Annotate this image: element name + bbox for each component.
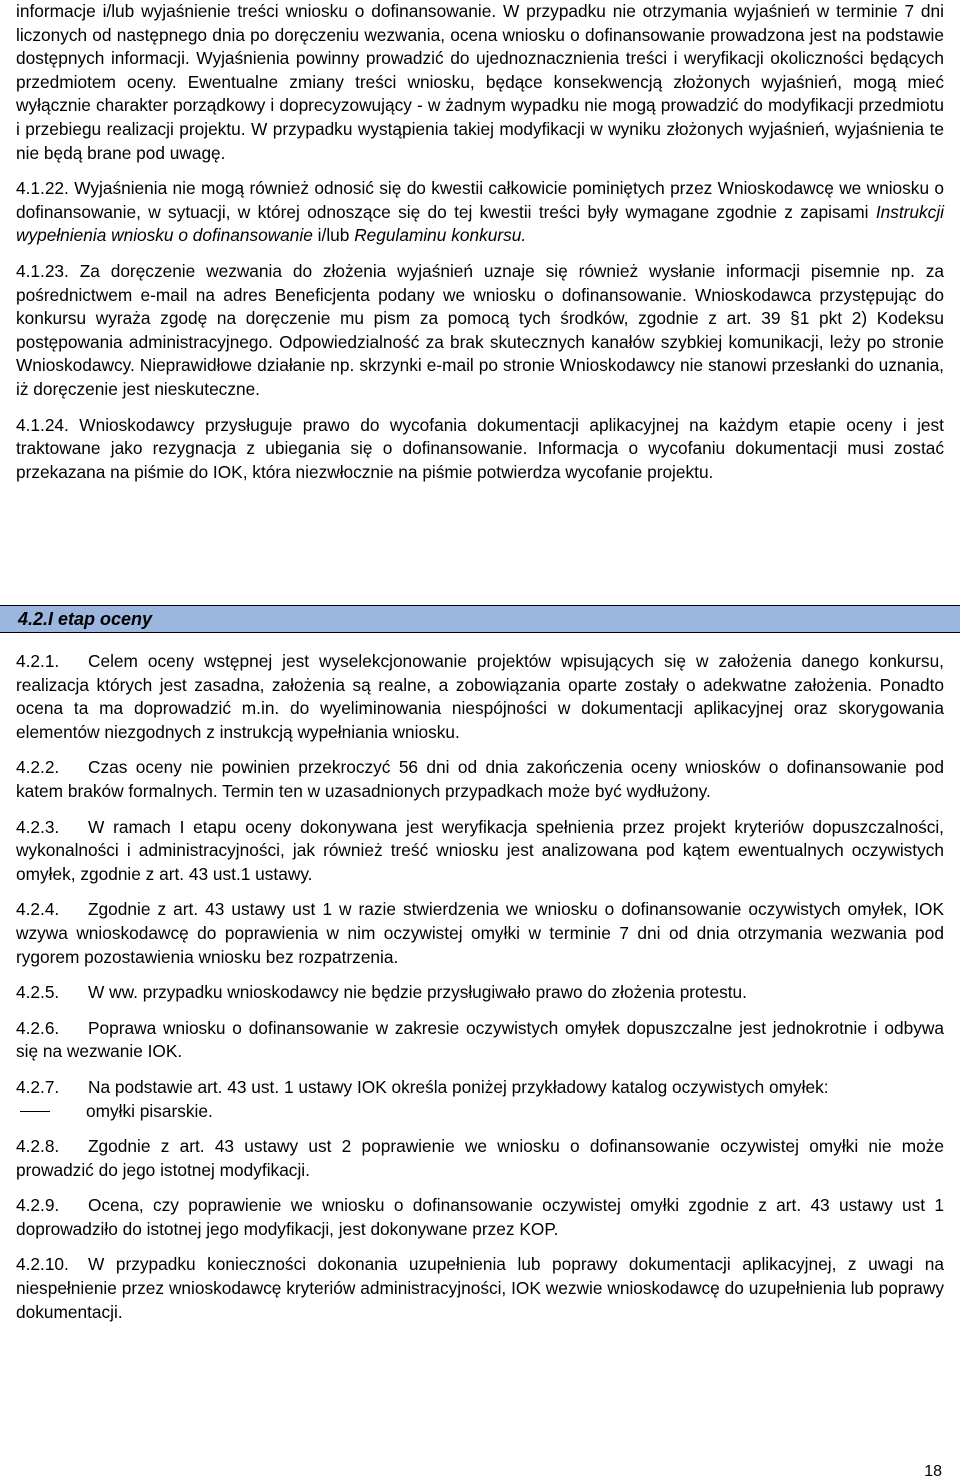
- item-text: Zgodnie z art. 43 ustawy ust 1 w razie stwierdzenia we wniosku o dofinansowanie oczywistych omyłek, IOK wzywa wnioskodawcę do poprawienia w nim oczywistej omyłki w terminie 7 dni od dnia otrzymania wezwania pod rygorem pozostawienia wniosku bez rozpatrzenia.: [16, 899, 944, 967]
- list-item-text: omyłki pisarskie.: [86, 1100, 213, 1121]
- item-text: Zgodnie z art. 43 ustawy ust 2 poprawienie we wniosku o dofinansowanie oczywistej omyłki nie może prowadzić do jego istotnej modyfikacji.: [16, 1136, 944, 1180]
- item-number: 4.2.5.: [16, 982, 60, 1003]
- item-number: 4.2.10.: [16, 1254, 69, 1275]
- paragraph-text: Za doręczenie wezwania do złożenia wyjaśnień uznaje się również wysłanie informacji pisemnie np. za pośrednictwem e-mail na adres Beneficjenta podany we wniosku o dofinansowanie. Wnioskodawca przystępując do konkursu wyraża zgodę na doręczenie mu pism za pomocą tych środków, zgodnie z art. 39 §1 pkt 2) Kodeksu postępowania administracyjnego. Odpowiedzialność za brak skutecznych kanałów szybkiej komunikacji, leży po stronie Wnioskodawcy. Nieprawidłowe działanie np. skrzynki e-mail po stronie Wnioskodawcy nie stanowi przesłanki do uznania, iż doręczenie jest nieskuteczne.: [16, 260, 944, 399]
- item-text: W ramach I etapu oceny dokonywana jest weryfikacja spełnienia przez projekt kryteriów dopuszczalności, wykonalności i administracyjności, jak również treść wniosku jest analizowana pod kątem ewentualnych oczywistych omyłek, zgodnie z art. 43 ust.1 ustawy.: [16, 816, 944, 884]
- item-number: 4.2.6.: [16, 1017, 60, 1038]
- section-title: I etap oceny: [48, 609, 153, 629]
- item-number: 4.2.7.: [16, 1076, 60, 1097]
- section-heading: [18, 605, 152, 633]
- item-text: Ocena, czy poprawienie we wniosku o dofinansowanie oczywistej omyłki zgodnie z art. 43 ustawy ust 1 doprowadziło do istotnej jego modyfikacji, jest dokonywane przez KOP.: [16, 1195, 944, 1239]
- paragraph-text: Wyjaśnienia nie mogą również odnosić się do kwestii całkowicie pominiętych przez Wnioskodawcę we wniosku o dofinansowanie, w sytuacji, w której odnoszące się do tej kwestii treści były wymagane zgodnie z zapisami: [16, 178, 945, 222]
- item-number: 4.2.8.: [16, 1136, 60, 1157]
- item-text: Celem oceny wstępnej jest wyselekcjonowanie projektów wpisujących się w założenia danego konkursu, realizacja których jest zasadna, założenia są realne, a zobowiązania oparte zostały o adekwatne założenia. Ponadto ocena ta ma doprowadzić m.in. do wyeliminowania niespójności w dokumentacji aplikacyjnej oraz skorygowania elementów niezgodnych z instrukcją wypełniania wniosku.: [16, 651, 944, 742]
- list-item: [16, 1100, 944, 1124]
- item-4-2-3: [16, 816, 944, 887]
- paragraph-text: Wnioskodawcy przysługuje prawo do wycofania dokumentacji aplikacyjnej na każdym etapie oceny i jest traktowane jako rezygnacja z ubiegania się o dofinansowanie. Informacja o wycofaniu dokumentacji musi zostać przekazana na piśmie do IOK, która niezwłocznie na piśmie potwierdza wycofanie projektu.: [16, 414, 944, 482]
- item-4-2-2: [16, 756, 944, 803]
- item-text: Poprawa wniosku o dofinansowanie w zakresie oczywistych omyłek dopuszczalne jest jednokrotnie i odbywa się na wezwanie IOK.: [16, 1017, 944, 1062]
- page-number: 18: [924, 1463, 942, 1480]
- item-4-2-10: [16, 1253, 944, 1324]
- item-text: Czas oceny nie powinien przekroczyć 56 dni od dnia zakończenia oceny wniosków o dofinansowanie pod katem braków formalnych. Termin ten w uzasadnionych przypadkach może być wydłużony.: [16, 757, 944, 801]
- paragraph-number: 4.1.24.: [16, 414, 69, 435]
- paragraph-number: 4.1.22.: [16, 178, 69, 199]
- item-text: W ww. przypadku wnioskodawcy nie będzie przysługiwało prawo do złożenia protestu.: [88, 982, 747, 1003]
- paragraph-continuation: informacje i/lub wyjaśnienie treści wniosku o dofinansowanie. W przypadku nie otrzymania wyjaśnień w terminie 7 dni liczonych od następnego dnia po doręczeniu wezwania, ocena wniosku o dofinansowanie prowadzona jest na podstawie dostępnych informacji. Wyjaśnienia powinny prowadzić do ujednoznacznienia treści i weryfikacji okoliczności będących przedmiotem oceny. Ewentualne zmiany treści wniosku, będące konsekwencją złożonych wyjaśnień, mogą mieć wyłącznie charakter porządkowy i doprecyzowujący - w żadnym wypadku nie mogą prowadzić do modyfikacji przedmiotu i przebiegu realizacji projektu. W przypadku wystąpienia takiej modyfikacji w wyniku złożonych wyjaśnień, wyjaśnienia te nie będą brane pod uwagę.: [16, 1, 944, 163]
- italic-reference: Regulaminu konkursu.: [354, 225, 527, 246]
- paragraph-text: i/lub: [317, 225, 350, 246]
- item-4-2-5: [16, 981, 944, 1005]
- item-number: 4.2.2.: [16, 757, 60, 778]
- item-number: 4.2.3.: [16, 816, 60, 837]
- item-4-2-9: [16, 1194, 944, 1241]
- item-text: Na podstawie art. 43 ust. 1 ustawy IOK określa poniżej przykładowy katalog oczywistych omyłek:: [88, 1076, 829, 1097]
- italic-reference: Instrukcji wypełnienia wniosku o dofinansowanie: [16, 201, 944, 246]
- paragraph-4-1-24: [16, 414, 944, 485]
- section-body: [16, 650, 944, 1324]
- paragraph-4-1-22: [16, 177, 944, 248]
- item-4-2-6: [16, 1017, 944, 1064]
- item-4-2-8: [16, 1135, 944, 1182]
- paragraph-number: 4.1.23.: [16, 260, 69, 281]
- item-4-2-4: [16, 898, 944, 969]
- paragraph-4-1-23: [16, 260, 944, 402]
- item-4-2-7: [16, 1076, 944, 1100]
- item-number: 4.2.4.: [16, 899, 60, 920]
- section-number: 4.2.: [18, 609, 49, 629]
- item-number: 4.2.9.: [16, 1195, 60, 1216]
- item-text: W przypadku konieczności dokonania uzupełnienia lub poprawy dokumentacji aplikacyjnej, z uwagi na niespełnienie przez wnioskodawcę kryteriów administracyjności, IOK wezwie wnioskodawcę do uzupełnienia lub poprawy dokumentacji.: [16, 1254, 944, 1322]
- item-4-2-1: [16, 650, 944, 744]
- item-number: 4.2.1.: [16, 651, 60, 671]
